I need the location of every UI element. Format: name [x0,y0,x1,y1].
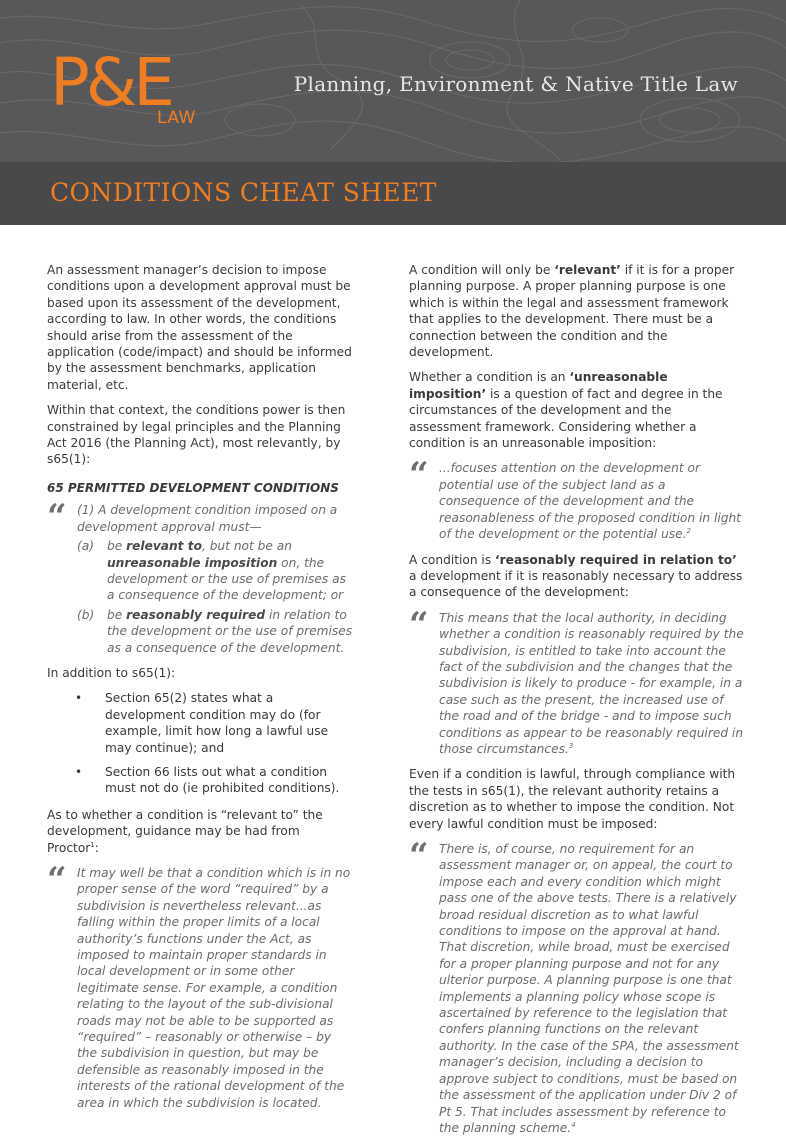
emphasis: ‘unreasonable imposition’ [409,370,668,401]
text-run: A condition will only be [409,263,555,277]
addition-paragraph: In addition to s65(1): [47,665,176,680]
quote-icon: “ [47,497,67,538]
unreasonable-paragraph [409,369,744,451]
text-run: : [94,840,99,855]
page-header [0,0,786,162]
section-heading: 65 PERMITTED DEVELOPMENT CONDITIONS [47,480,339,495]
emphasis: ‘reasonably required in relation to’ [495,552,737,567]
emphasis: reasonably required [126,607,266,622]
quote-text: It may well be that a condition which is in no proper sense of the word “required” by a subdivision is nevertheless relevant...as falling within the proper limits of a local authority’s functions under the Act, as imposed to maintain proper standards in local development or in some other legitimate sense. For example, a condition relating to the layout of the sub-divisional roads may not be able to be supported as “required” – reasonably or otherwise – by the subdivision in question, but may be defensible as reasonably imposed in the interests of the rational development of the area in which the subdivision is located. [77,866,351,1110]
item-label: (a) [77,539,94,554]
context-paragraph: Within that context, the conditions power is then constrained by legal principles and the Planning Act 2016 (the Planning Act), most relevantly, by s65(1): [47,403,346,467]
logo-mark: P&E [50,44,171,121]
quote-text [439,460,744,542]
quote-intro: (1) A development condition imposed on a development approval must— [77,503,338,534]
text-run: This means that the local authority, in deciding whether a condition is reasonably required by the subdivision, is entitled to take into account the fact of the subdivision and the changes that the subdivision is likely to produce - for example, in a case such as the present, the increased use of the road and of the bridge - and to impose such conditions as appear to be reasonably required in those circumstances. [439,610,744,756]
discretion-paragraph: Even if a condition is lawful, through compliance with the tests in s65(1), the relevant authority retains a discretion as to whether to impose the condition. Not every lawful condition must be imposed: [409,767,736,831]
list-item: • Section 66 lists out what a condition must not do (ie prohibited conditions). [47,764,353,797]
emphasis: relevant to [126,539,202,554]
reasonably-required-quote [409,604,744,758]
item-text [107,538,353,604]
reasonably-required-paragraph [409,552,744,601]
left-column [47,262,353,1120]
quote-icon: “ [409,455,429,496]
unreasonable-quote [409,455,744,542]
text-run: A condition is [409,552,496,567]
text-run: , but not be an [201,539,292,554]
list-item: • Section 65(2) states what a development condition may do (for example, limit how long a lawful use may continue); and [47,690,353,756]
relevant-paragraph [409,262,744,360]
quote-icon: “ [409,836,429,876]
pe-law-logo [50,44,200,140]
text-run: ...focuses attention on the development or potential use of the subject land as a consequence of the development and the reasonableness of the proposed condition in light of the development or the potential use. [439,461,741,542]
statute-quote [47,497,353,656]
firm-tagline: Planning, Environment & Native Title Law [293,72,738,96]
quote-item-b [77,607,353,656]
quote-text [439,841,744,1136]
footnote-ref: 4 [571,1120,576,1129]
footnote-ref: 2 [686,527,691,536]
text-run: be [107,539,127,554]
item-text [107,607,353,656]
text-run: in relation to the development or the use of premises as a consequence of the development. [107,607,353,655]
quote-icon: “ [47,860,67,900]
quote-icon: “ [409,604,429,645]
right-column [409,262,744,1145]
text-run: There is, of course, no requirement for an assessment manager or, on appeal, the court to impose each and every condition which might pass one of the above tests. There is a relatively broad residual discretion as to what lawful conditions to impose on the approval at hand. That discretion, while broad, must be exercised for a proper planning purpose and not for any ulterior purpose. A planning purpose is one that implements a planning policy whose scope is ascertained by reference to the legislation that confers planning functions on the relevant authority. In the case of the SPA, the assessment manager’s decision, including a decision to approve subject to conditions, must be based on the assessment of the application under Div 2 of Pt 5. That includes assessment by reference to the planning scheme. [439,842,739,1135]
discretion-quote [409,836,744,1136]
proctor-quote [47,860,353,1111]
footnote-ref: 3 [568,741,574,750]
text-run: is a question of fact and degree in the circumstances of the development and the assessment framework. Considering whether a condition is an unreasonable imposition: [409,386,723,451]
page-title: CONDITIONS CHEAT SHEET [50,178,437,207]
footnote-ref: 1 [90,840,95,849]
text-run: As to whether a condition is “relevant to” the development, guidance may be had from Proctor [47,807,323,855]
text-run: Whether a condition is an [409,370,570,385]
text-run: on, the development or the use of premises as a consequence of the development; or [107,555,346,603]
emphasis: ‘relevant’ [554,263,621,277]
quote-text [439,610,744,758]
logo-law-label: LAW [157,108,196,128]
item-label: (b) [77,607,95,622]
text-run: if it is for a proper planning purpose. A proper planning purpose is one which is within the legal and assessment framework that applies to the development. There must be a connection between the condition and the development. [409,263,735,360]
intro-paragraph: An assessment manager’s decision to impose conditions upon a development approval must be based upon its assessment of the development, according to law. In other words, the conditions should arise from the assessment of the application (code/impact) and should be informed by the assessment benchmarks, application material, etc. [47,263,352,392]
quote-item-a [77,538,353,604]
emphasis: unreasonable imposition [107,555,278,570]
proctor-paragraph [47,807,353,856]
text-run: a development if it is reasonably necessary to address a consequence of the development: [409,568,743,600]
bullet-list [47,690,353,796]
text-run: be [107,607,127,622]
